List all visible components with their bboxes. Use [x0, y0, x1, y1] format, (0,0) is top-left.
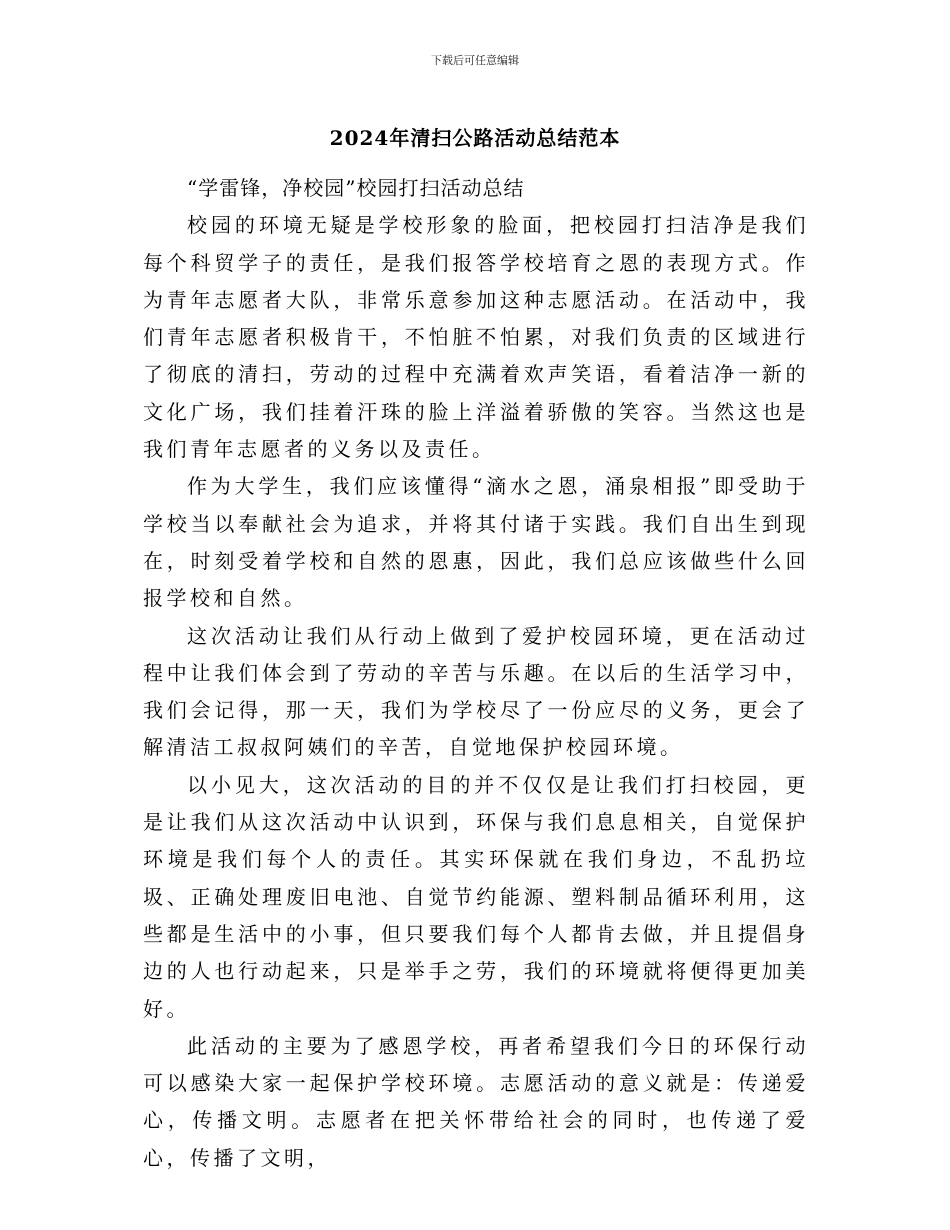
document-subtitle: “学雷锋，净校园”校园打扫活动总结 — [187, 176, 525, 200]
body-paragraph-5: 此活动的主要为了感恩学校，再者希望我们今日的环保行动可以感染大家一起保护学校环境。志愿活动的意义就是：传递爱心，传播文明。志愿者在把关怀带给社会的同时，也传递了爱心，传播了文明， — [143, 1033, 809, 1170]
document-body — [143, 170, 809, 1177]
page-header-note: 下载后可任意编辑 — [431, 54, 519, 67]
document-title: 2024年清扫公路活动总结范本 — [329, 126, 621, 150]
body-paragraph-1: 校园的环境无疑是学校形象的脸面，把校园打扫洁净是我们每个科贸学子的责任，是我们报答学校培育之恩的表现方式。作为青年志愿者大队，非常乐意参加这种志愿活动。在活动中，我们青年志愿者积极肯干，不怕脏不怕累，对我们负责的区域进行了彻底的清扫，劳动的过程中充满着欢声笑语，看着洁净一新的文化广场，我们挂着汗珠的脸上洋溢着骄傲的笑容。当然这也是我们青年志愿者的义务以及责任。 — [143, 213, 809, 462]
body-paragraph-4: 以小见大，这次活动的目的并不仅仅是让我们打扫校园，更是让我们从这次活动中认识到，环保与我们息息相关，自觉保护环境是我们每个人的责任。其实环保就在我们身边，不乱扔垃圾、正确处理废旧电池、自觉节约能源、塑料制品循环利用，这些都是生活中的小事，但只要我们每个人都肯去做，并且提倡身边的人也行动起来，只是举手之劳，我们的环境就将便得更加美好。 — [143, 772, 809, 1021]
body-paragraph-2: 作为大学生，我们应该懂得“滴水之恩，涌泉相报”即受助于学校当以奉献社会为追求，并将其付诸于实践。我们自出生到现在，时刻受着学校和自然的恩惠，因此，我们总应该做些什么回报学校和自然。 — [143, 474, 809, 611]
body-paragraph-3: 这次活动让我们从行动上做到了爱护校园环境，更在活动过程中让我们体会到了劳动的辛苦与乐趣。在以后的生活学习中，我们会记得，那一天，我们为学校尽了一份应尽的义务，更会了解清洁工叔叔阿姨们的辛苦，自觉地保护校园环境。 — [143, 623, 809, 760]
